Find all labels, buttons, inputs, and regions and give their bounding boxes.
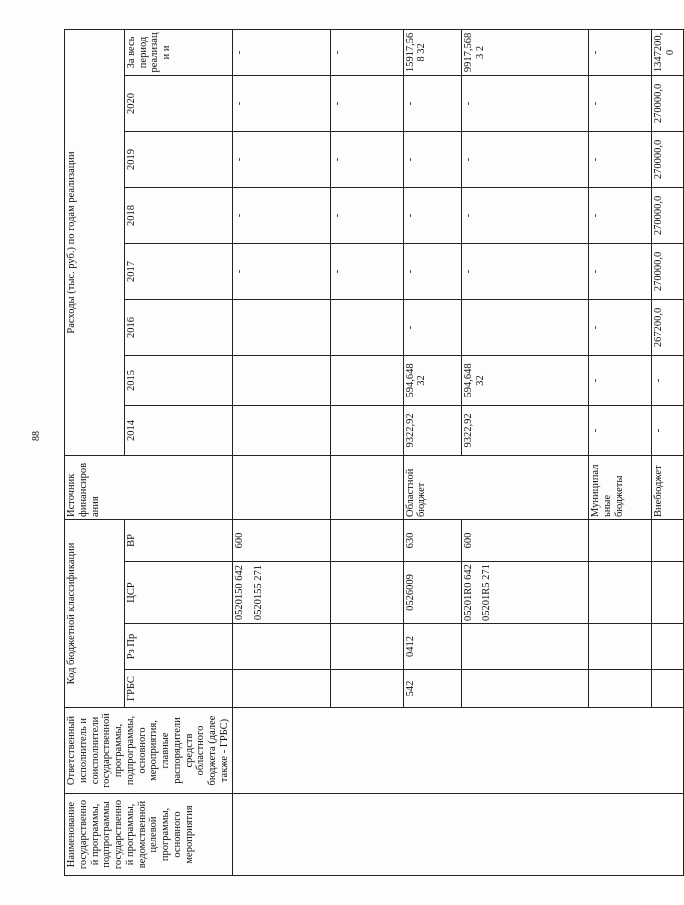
cell-csr: 0520150 642 0520155 271	[232, 562, 331, 624]
cell-vr	[652, 519, 683, 561]
cell-source: Внебюджет	[652, 455, 683, 519]
cell-2018: -	[232, 187, 331, 243]
cell-2017: -	[331, 243, 404, 299]
page-number: 88	[31, 431, 42, 441]
cell-rzpr	[232, 624, 331, 670]
cell-2020: -	[331, 75, 404, 131]
header-year-2019: 2019	[124, 131, 232, 187]
rotated-table-container	[64, 30, 677, 876]
cell-2020: 270000,0	[652, 75, 683, 131]
cell-2019: -	[331, 131, 404, 187]
cell-2014: 9322,92	[403, 405, 462, 455]
cell-2019: -	[403, 131, 462, 187]
cell-2020: -	[403, 75, 462, 131]
cell-rzpr: 0412	[403, 624, 462, 670]
cell-2018: -	[589, 187, 652, 243]
cell-2015	[331, 355, 404, 405]
cell-total: 15917,568 32	[403, 29, 462, 75]
header-budget-code: Код бюджетной классификации	[65, 519, 125, 707]
cell-grbs	[232, 670, 331, 708]
cell-rzpr	[589, 624, 652, 670]
cell-2018: -	[331, 187, 404, 243]
cell-2018: -	[462, 187, 589, 243]
header-rzpr: Рз Пр	[124, 624, 232, 670]
header-year-2017: 2017	[124, 243, 232, 299]
header-vr: ВР	[124, 519, 232, 561]
cell-2017: -	[462, 243, 589, 299]
cell-2015: 594,648 32	[462, 355, 589, 405]
cell-2014: -	[652, 405, 683, 455]
cell-total: -	[331, 29, 404, 75]
cell-2014	[232, 405, 331, 455]
cell-total: 1347200,0	[652, 29, 683, 75]
header-year-2016: 2016	[124, 299, 232, 355]
cell-source	[232, 455, 331, 519]
cell-csr	[331, 562, 404, 624]
cell-2019: -	[589, 131, 652, 187]
cell-2015: -	[652, 355, 683, 405]
cell-grbs	[652, 670, 683, 708]
cell-name	[232, 794, 683, 876]
cell-vr: 600	[462, 519, 589, 561]
cell-vr	[589, 519, 652, 561]
cell-grbs	[589, 670, 652, 708]
cell-executor	[232, 708, 683, 794]
cell-csr	[652, 562, 683, 624]
cell-rzpr	[331, 624, 404, 670]
cell-2017: -	[589, 243, 652, 299]
cell-2016: -	[589, 299, 652, 355]
cell-2017: 270000,0	[652, 243, 683, 299]
cell-vr: 600	[232, 519, 331, 561]
cell-csr: 0526009	[403, 562, 462, 624]
header-year-2020: 2020	[124, 75, 232, 131]
cell-2020: -	[232, 75, 331, 131]
table-row	[232, 29, 331, 875]
cell-2018: 270000,0	[652, 187, 683, 243]
cell-2015	[232, 355, 331, 405]
cell-2015: -	[589, 355, 652, 405]
cell-2018: -	[403, 187, 462, 243]
header-executor: Ответственный исполнитель и соисполнители государственной программы, подпрограммы, основного мероприятия, главные распорядители средств областного бюджета (далее также - ГРБС)	[65, 708, 233, 794]
header-total: За весь период реализаци и	[124, 29, 232, 75]
cell-2017: -	[403, 243, 462, 299]
cell-vr	[331, 519, 404, 561]
header-name: Наименование государственно й программы, подпрограммы государственно й программы, ведомственной целевой программы, основного мероприятия	[65, 794, 233, 876]
cell-grbs: 542	[403, 670, 462, 708]
cell-2015: 594,648 32	[403, 355, 462, 405]
cell-source: Муниципал ьные бюджеты	[589, 455, 652, 519]
header-year-2018: 2018	[124, 187, 232, 243]
cell-2016: 267200,0	[652, 299, 683, 355]
header-source: Источник финансиров ания	[65, 455, 233, 519]
cell-2014: 9322,92	[462, 405, 589, 455]
cell-2019: -	[462, 131, 589, 187]
cell-csr: 05201R0 642 05201R5 271	[462, 562, 589, 624]
cell-2017: -	[232, 243, 331, 299]
cell-total: -	[232, 29, 331, 75]
cell-2020: -	[589, 75, 652, 131]
cell-total: -	[589, 29, 652, 75]
header-expenses: Расходы (тыс. руб.) по годам реализации	[65, 29, 125, 455]
cell-grbs	[331, 670, 404, 708]
cell-csr	[589, 562, 652, 624]
header-year-2014: 2014	[124, 405, 232, 455]
cell-source	[331, 455, 404, 519]
cell-2019: -	[232, 131, 331, 187]
cell-rzpr	[462, 624, 589, 670]
budget-table	[64, 29, 684, 876]
cell-rzpr	[652, 624, 683, 670]
cell-source: Областной бюджет	[403, 455, 588, 519]
cell-2016	[331, 299, 404, 355]
cell-2014: -	[589, 405, 652, 455]
cell-grbs	[462, 670, 589, 708]
header-csr: ЦСР	[124, 562, 232, 624]
cell-2016	[232, 299, 331, 355]
header-grbs: ГРБС	[124, 670, 232, 708]
cell-vr: 630	[403, 519, 462, 561]
cell-2020: -	[462, 75, 589, 131]
cell-2014	[331, 405, 404, 455]
cell-2016	[462, 299, 589, 355]
cell-2016: -	[403, 299, 462, 355]
header-year-2015: 2015	[124, 355, 232, 405]
cell-total: 9917,5683 2	[462, 29, 589, 75]
cell-2019: 270000,0	[652, 131, 683, 187]
